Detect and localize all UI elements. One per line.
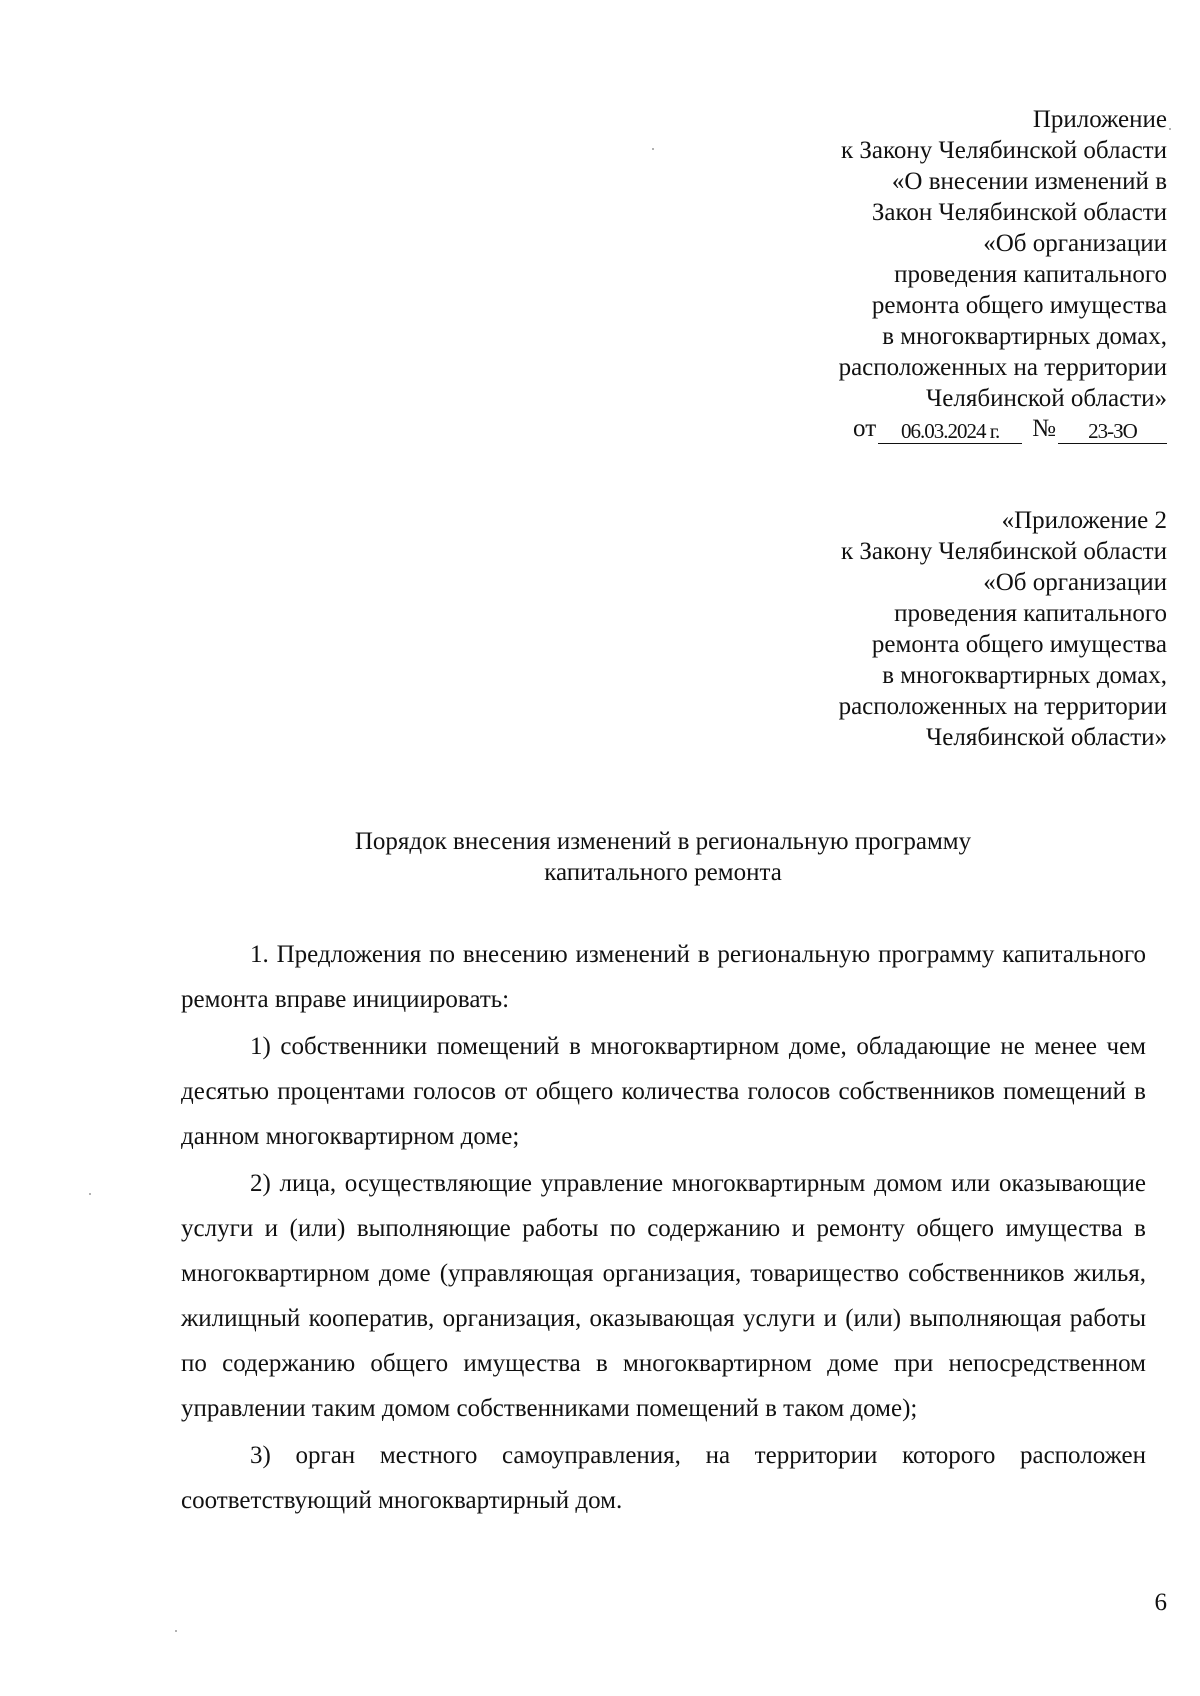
paragraph: 1. Предложения по внесению изменений в региональную программу капитального ремонта вправе инициировать:	[181, 941, 1146, 1013]
scan-speck	[89, 1193, 91, 1195]
title-line: капитального ремонта	[544, 859, 782, 886]
appendix-header-line: к Закону Челябинской области	[841, 137, 1167, 164]
paragraph: 1) собственники помещений в многоквартирном доме, обладающие не менее чем десятью процентами голосов от общего количества голосов собственников помещений в данном многоквартирном доме;	[181, 1033, 1146, 1150]
date-value: 06.03.2024 г.	[878, 419, 1022, 444]
paragraph: 3) орган местного самоуправления, на территории которого расположен соответствующий многоквартирный дом.	[181, 1442, 1146, 1514]
appendix-header-line: ремонта общего имущества	[871, 292, 1167, 319]
document-body	[181, 932, 1146, 1523]
appendix-header-line: Приложение	[1032, 106, 1167, 133]
appendix2-header-line: «Приложение 2	[1001, 507, 1167, 534]
appendix-header	[839, 104, 1167, 444]
appendix2-header	[839, 505, 1167, 753]
appendix2-header-line: в многоквартирных домах,	[882, 662, 1167, 689]
appendix-header-line: «Об организации	[983, 230, 1167, 257]
title-line: Порядок внесения изменений в региональную программу	[354, 828, 972, 855]
appendix-header-line: расположенных на территории	[838, 354, 1167, 381]
appendix2-header-line: к Закону Челябинской области	[841, 538, 1167, 565]
appendix2-header-line: Челябинской области»	[926, 724, 1167, 751]
page-number: 6	[1154, 1589, 1167, 1616]
appendix-header-line: Челябинской области»	[926, 385, 1167, 412]
number-value: 23-ЗО	[1058, 419, 1167, 444]
scan-speck	[175, 1630, 177, 1632]
appendix-header-line: «О внесении изменений в	[891, 168, 1167, 195]
appendix2-header-line: проведения капитального	[894, 600, 1167, 627]
number-label: №	[1032, 415, 1056, 442]
appendix2-header-line: «Об организации	[983, 569, 1167, 596]
appendix-header-line: проведения капитального	[894, 261, 1167, 288]
law-date-number-line	[839, 413, 1167, 444]
appendix2-header-line: расположенных на территории	[838, 693, 1167, 720]
document-title	[180, 826, 1146, 888]
paragraph: 2) лица, осуществляющие управление многоквартирным домом или оказывающие услуги и (или) выполняющие работы по содержанию и ремонту общего имущества в многоквартирном доме (управляющая организация, товарищество собственников жилья, жилищный кооператив, организация, оказывающая услуги и (или) выполняющая работы по содержанию общего имущества в многоквартирном доме при непосредственном управлении таким домом собственниками помещений в таком доме);	[181, 1170, 1146, 1422]
appendix-header-line: в многоквартирных домах,	[882, 323, 1167, 350]
date-label: от	[853, 415, 877, 442]
scan-speck	[1169, 128, 1171, 130]
appendix-header-line: Закон Челябинской области	[871, 199, 1167, 226]
scan-speck	[652, 148, 654, 150]
appendix2-header-line: ремонта общего имущества	[871, 631, 1167, 658]
